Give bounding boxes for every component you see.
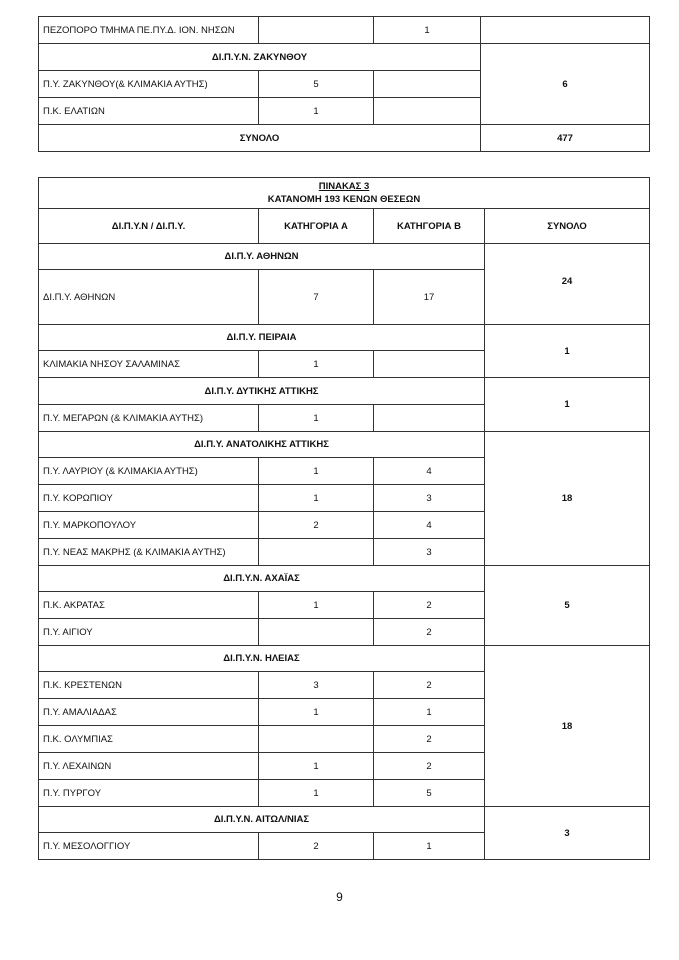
- column-header-category-b: ΚΑΤΗΓΟΡΙΑ Β: [374, 209, 485, 244]
- station-name: Π.Κ. ΟΛΥΜΠΙΑΣ: [39, 726, 259, 753]
- station-name: ΠΕΖΟΠΟΡΟ ΤΜΗΜΑ ΠΕ.ΠΥ.Δ. ΙΟΝ. ΝΗΣΩΝ: [39, 17, 259, 44]
- station-name: Π.Υ. ΝΕΑΣ ΜΑΚΡΗΣ (& ΚΛΙΜΑΚΙΑ ΑΥΤΗΣ): [39, 539, 259, 566]
- group-header-row: [39, 566, 650, 592]
- station-name: Π.Υ. ΜΑΡΚΟΠΟΥΛΟΥ: [39, 512, 259, 539]
- category-a-value: 1: [259, 780, 374, 807]
- column-header-total: ΣΥΝΟΛΟ: [485, 209, 650, 244]
- group-name: ΔΙ.Π.Υ. ΑΘΗΝΩΝ: [39, 244, 485, 270]
- station-name: Π.Υ. ΑΙΓΙΟΥ: [39, 619, 259, 646]
- group-name: ΔΙ.Π.Υ. ΑΝΑΤΟΛΙΚΗΣ ΑΤΤΙΚΗΣ: [39, 432, 485, 458]
- category-a-value: 1: [259, 485, 374, 512]
- grand-total-row: [39, 125, 650, 152]
- group-header-row: [39, 244, 650, 270]
- category-a-value: 1: [259, 98, 374, 125]
- category-b-value: 4: [374, 458, 485, 485]
- category-b-value: [374, 405, 485, 432]
- station-name: Π.Υ. ΛΑΥΡΙΟΥ (& ΚΛΙΜΑΚΙΑ ΑΥΤΗΣ): [39, 458, 259, 485]
- category-b-value: [374, 98, 481, 125]
- table-title: ΠΙΝΑΚΑΣ 3: [318, 181, 370, 192]
- grand-total-value: 477: [481, 125, 650, 152]
- column-header-category-a: ΚΑΤΗΓΟΡΙΑ Α: [259, 209, 374, 244]
- group-name: ΔΙ.Π.Υ.Ν. ΖΑΚΥΝΘΟΥ: [39, 44, 481, 71]
- category-a-value: 1: [259, 351, 374, 378]
- allocation-table-3: [38, 177, 650, 860]
- group-total: 1: [485, 378, 650, 432]
- group-total: 1: [485, 325, 650, 378]
- category-b-value: 2: [374, 672, 485, 699]
- category-a-value: 1: [259, 405, 374, 432]
- category-a-value: 1: [259, 753, 374, 780]
- station-name: Π.Υ. ΚΟΡΩΠΙΟΥ: [39, 485, 259, 512]
- category-b-value: 2: [374, 619, 485, 646]
- category-b-value: 3: [374, 539, 485, 566]
- group-name: ΔΙ.Π.Υ. ΠΕΙΡΑΙΑ: [39, 325, 485, 351]
- group-name: ΔΙ.Π.Υ.Ν. ΑΧΑΪΑΣ: [39, 566, 485, 592]
- category-b-value: [374, 351, 485, 378]
- category-a-value: 7: [259, 270, 374, 325]
- station-name: ΔΙ.Π.Υ. ΑΘΗΝΩΝ: [39, 270, 259, 325]
- station-name: Π.Κ. ΑΚΡΑΤΑΣ: [39, 592, 259, 619]
- group-total: 18: [485, 646, 650, 807]
- group-total: 24: [485, 244, 650, 325]
- category-b-value: 17: [374, 270, 485, 325]
- category-b-value: 2: [374, 592, 485, 619]
- group-total: 3: [485, 807, 650, 860]
- category-a-value: 1: [259, 458, 374, 485]
- station-name: Π.Κ. ΕΛΑΤΙΩΝ: [39, 98, 259, 125]
- group-name: ΔΙ.Π.Υ. ΔΥΤΙΚΗΣ ΑΤΤΙΚΗΣ: [39, 378, 485, 405]
- allocation-table-continued: [38, 16, 650, 152]
- group-total: 6: [481, 44, 650, 125]
- category-b-value: 1: [374, 833, 485, 860]
- category-a-value: 1: [259, 699, 374, 726]
- table-title-cell: [39, 178, 650, 209]
- category-b-value: 5: [374, 780, 485, 807]
- total-cell: [481, 17, 650, 44]
- group-header-row: [39, 646, 650, 672]
- station-name: Π.Υ. ΑΜΑΛΙΑΔΑΣ: [39, 699, 259, 726]
- category-a-value: [259, 17, 374, 44]
- station-name: Π.Υ. ΖΑΚΥΝΘΟΥ(& ΚΛΙΜΑΚΙΑ ΑΥΤΗΣ): [39, 71, 259, 98]
- table-row: [39, 17, 650, 44]
- station-name: ΚΛΙΜΑΚΙΑ ΝΗΣΟΥ ΣΑΛΑΜΙΝΑΣ: [39, 351, 259, 378]
- group-total: 5: [485, 566, 650, 646]
- category-b-value: [374, 71, 481, 98]
- category-b-value: 3: [374, 485, 485, 512]
- category-a-value: 1: [259, 592, 374, 619]
- group-header-row: [39, 807, 650, 833]
- group-name: ΔΙ.Π.Υ.Ν. ΗΛΕΙΑΣ: [39, 646, 485, 672]
- column-header-unit: ΔΙ.Π.Υ.Ν / ΔΙ.Π.Υ.: [39, 209, 259, 244]
- category-a-value: 2: [259, 833, 374, 860]
- category-a-value: [259, 726, 374, 753]
- group-header-row: [39, 432, 650, 458]
- station-name: Π.Υ. ΠΥΡΓΟΥ: [39, 780, 259, 807]
- category-b-value: 1: [374, 17, 481, 44]
- grand-total-label: ΣΥΝΟΛΟ: [39, 125, 481, 152]
- category-b-value: 2: [374, 753, 485, 780]
- category-a-value: [259, 539, 374, 566]
- station-name: Π.Υ. ΜΕΣΟΛΟΓΓΙΟΥ: [39, 833, 259, 860]
- group-header-row: [39, 378, 650, 405]
- category-b-value: 1: [374, 699, 485, 726]
- station-name: Π.Υ. ΜΕΓΑΡΩΝ (& ΚΛΙΜΑΚΙΑ ΑΥΤΗΣ): [39, 405, 259, 432]
- category-b-value: 4: [374, 512, 485, 539]
- station-name: Π.Υ. ΛΕΧΑΙΝΩΝ: [39, 753, 259, 780]
- column-header-row: [39, 209, 650, 244]
- page-number: 9: [336, 890, 343, 904]
- group-total: 18: [485, 432, 650, 566]
- group-header-row: [39, 325, 650, 351]
- group-name: ΔΙ.Π.Υ.Ν. ΑΙΤΩΛ/ΝΙΑΣ: [39, 807, 485, 833]
- station-name: Π.Κ. ΚΡΕΣΤΕΝΩΝ: [39, 672, 259, 699]
- category-a-value: 3: [259, 672, 374, 699]
- category-a-value: 5: [259, 71, 374, 98]
- category-b-value: 2: [374, 726, 485, 753]
- category-a-value: 2: [259, 512, 374, 539]
- table-title-row: [39, 178, 650, 209]
- category-a-value: [259, 619, 374, 646]
- table-subtitle: ΚΑΤΑΝΟΜΗ 193 ΚΕΝΩΝ ΘΕΣΕΩΝ: [267, 194, 421, 205]
- group-header-row: [39, 44, 650, 71]
